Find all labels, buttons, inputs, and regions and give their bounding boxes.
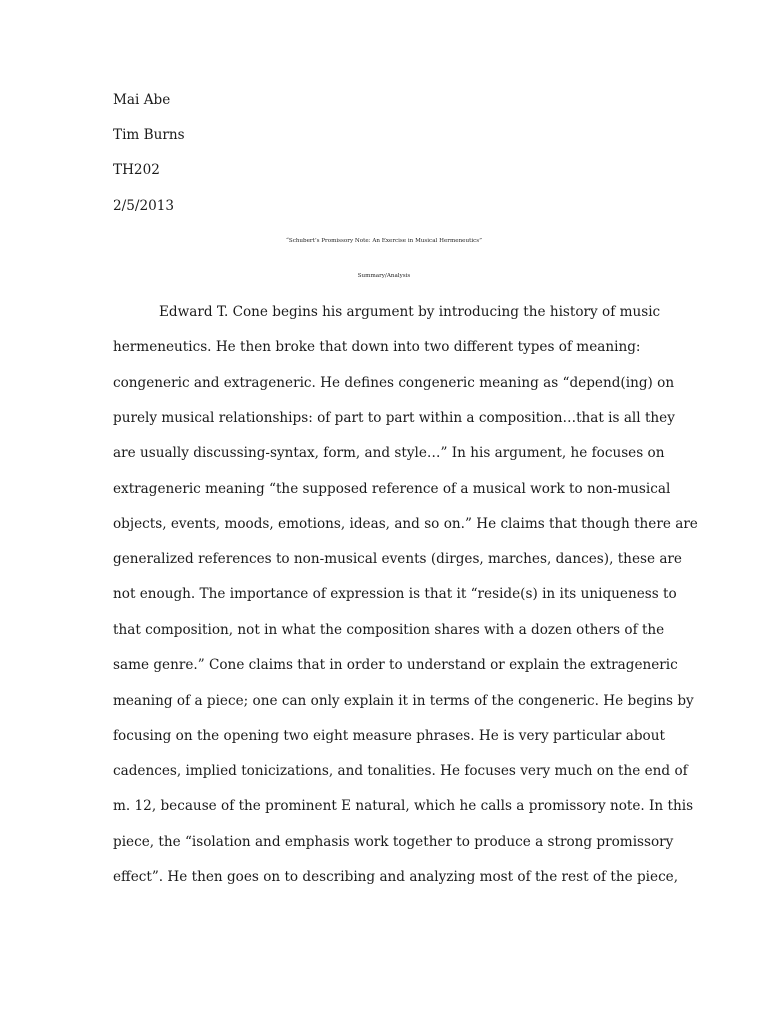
- body-line: are usually discussing-syntax, form, and style…” In his argument, he focuses on: [113, 445, 665, 461]
- course-code: TH202: [113, 162, 160, 178]
- document-date: 2/5/2013: [113, 198, 175, 214]
- body-line: m. 12, because of the prominent E natural, which he calls a promissory note. In this: [113, 798, 694, 814]
- body-line: meaning of a piece; one can only explain it in terms of the congeneric. He begins by: [113, 693, 694, 709]
- body-line: same genre.” Cone claims that in order to understand or explain the extrageneric: [113, 657, 678, 673]
- document-subtitle: Summary/Analysis: [357, 273, 411, 279]
- body-line: piece, the “isolation and emphasis work together to produce a strong promissory: [113, 834, 674, 850]
- instructor-name: Tim Burns: [113, 127, 185, 143]
- body-line: focusing on the opening two eight measure phrases. He is very particular about: [113, 728, 665, 744]
- body-line: cadences, implied tonicizations, and tonalities. He focuses very much on the end of: [113, 763, 688, 779]
- body-line: not enough. The importance of expression is that it “reside(s) in its uniqueness to: [113, 586, 677, 602]
- document-title: “Schubert’s Promissory Note: An Exercise in Musical Hermeneutics”: [286, 238, 482, 244]
- body-line: congeneric and extrageneric. He defines congeneric meaning as “depend(ing) on: [113, 375, 675, 391]
- body-line: hermeneutics. He then broke that down into two different types of meaning:: [113, 339, 641, 355]
- body-line: that composition, not in what the composition shares with a dozen others of the: [113, 622, 665, 638]
- body-line: Edward T. Cone begins his argument by introducing the history of music: [159, 304, 661, 320]
- body-line: purely musical relationships: of part to part within a composition…that is all they: [113, 410, 675, 426]
- author-name: Mai Abe: [113, 92, 171, 108]
- body-line: extrageneric meaning “the supposed reference of a musical work to non-musical: [113, 481, 671, 497]
- body-line: effect”. He then goes on to describing and analyzing most of the rest of the piece,: [113, 869, 679, 885]
- body-line: objects, events, moods, emotions, ideas, and so on.” He claims that though there are: [113, 516, 698, 532]
- body-line: generalized references to non-musical events (dirges, marches, dances), these are: [113, 551, 682, 567]
